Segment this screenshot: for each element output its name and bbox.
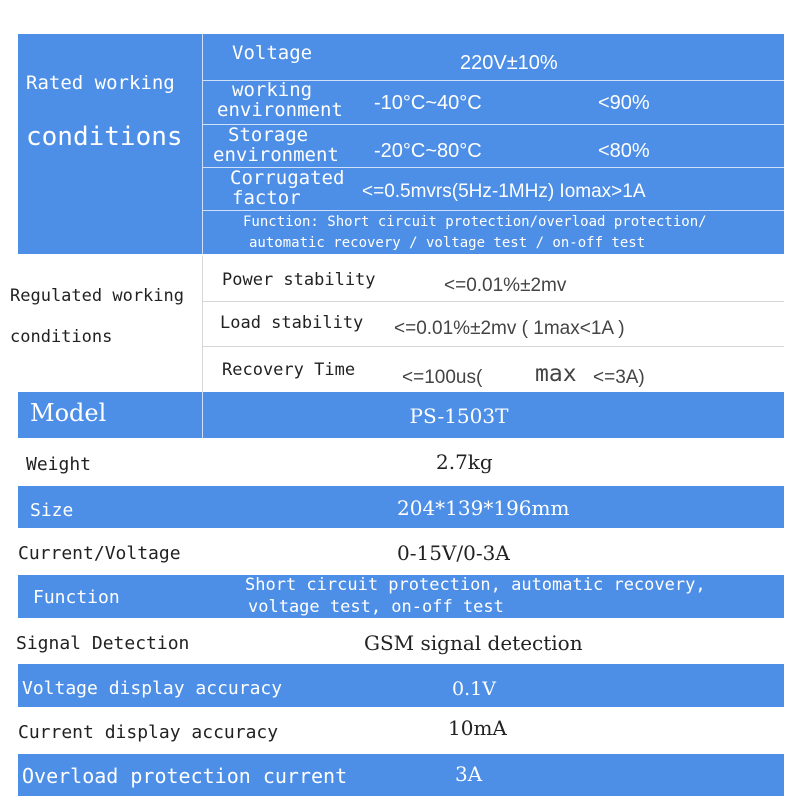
voltage-value: 220V±10% (460, 52, 558, 74)
corrugated-label-line2: factor (232, 187, 301, 209)
overload-label: Overload protection current (22, 764, 348, 788)
weight-label: Weight (26, 454, 92, 475)
rated-divider (202, 34, 203, 254)
voltage-accuracy-value: 0.1V (452, 678, 496, 700)
working-env-label-line2: environment (217, 99, 343, 121)
rated-function-line2: automatic recovery / voltage test / on-off test (249, 235, 646, 251)
overload-value: 3A (455, 762, 483, 786)
working-env-humidity: <90% (598, 92, 650, 114)
rated-row-line (202, 210, 784, 211)
recovery-time-label: Recovery Time (222, 360, 356, 380)
storage-env-humidity: <80% (598, 140, 650, 162)
signal-detection-label: Signal Detection (16, 633, 190, 654)
recovery-time-value-b: max (535, 361, 577, 387)
rated-section-label-line2: conditions (26, 122, 183, 152)
current-accuracy-value: 10mA (448, 716, 507, 740)
storage-env-label-line1: Storage (228, 124, 309, 146)
regulated-section-label-line2: conditions (10, 327, 113, 347)
load-stability-label: Load stability (220, 313, 364, 333)
current-voltage-value: 0-15V/0-3A (397, 541, 510, 565)
recovery-time-value-a: <=100us( (402, 367, 483, 388)
storage-env-label-line2: environment (213, 144, 339, 166)
rated-section-label-line1: Rated working (26, 72, 175, 94)
current-voltage-label: Current/Voltage (18, 543, 181, 564)
working-env-label-line1: working (232, 79, 313, 101)
load-stability-value: <=0.01%±2mv ( 1max<1A ) (394, 318, 625, 339)
working-env-temp: -10°C~40°C (374, 92, 482, 114)
regulated-row-line (202, 301, 784, 302)
signal-detection-value: GSM signal detection (364, 631, 583, 655)
rated-function-line1: Function: Short circuit protection/overload protection/ (243, 214, 707, 230)
power-stability-value: <=0.01%±2mv (444, 275, 567, 296)
voltage-accuracy-label: Voltage display accuracy (22, 678, 283, 699)
current-accuracy-label: Current display accuracy (18, 722, 279, 743)
storage-env-temp: -20°C~80°C (374, 140, 482, 162)
voltage-label: Voltage (232, 42, 313, 64)
corrugated-value: <=0.5mvrs(5Hz-1MHz) Iomax>1A (362, 181, 646, 202)
model-value: PS-1503T (409, 404, 509, 428)
function-label: Function (33, 587, 120, 608)
weight-value: 2.7kg (436, 450, 493, 474)
size-value: 204*139*196mm (397, 496, 570, 520)
power-stability-label: Power stability (222, 270, 376, 290)
regulated-row-line (202, 346, 784, 347)
regulated-divider (202, 256, 203, 392)
model-label: Model (30, 399, 107, 427)
recovery-time-value-c: <=3A) (593, 367, 645, 388)
function-value-line1: Short circuit protection, automatic recovery, (245, 575, 706, 595)
corrugated-label-line1: Corrugated (230, 167, 345, 189)
size-label: Size (30, 500, 74, 521)
function-value-line2: voltage test, on-off test (248, 597, 504, 617)
regulated-section-label-line1: Regulated working (10, 286, 184, 306)
